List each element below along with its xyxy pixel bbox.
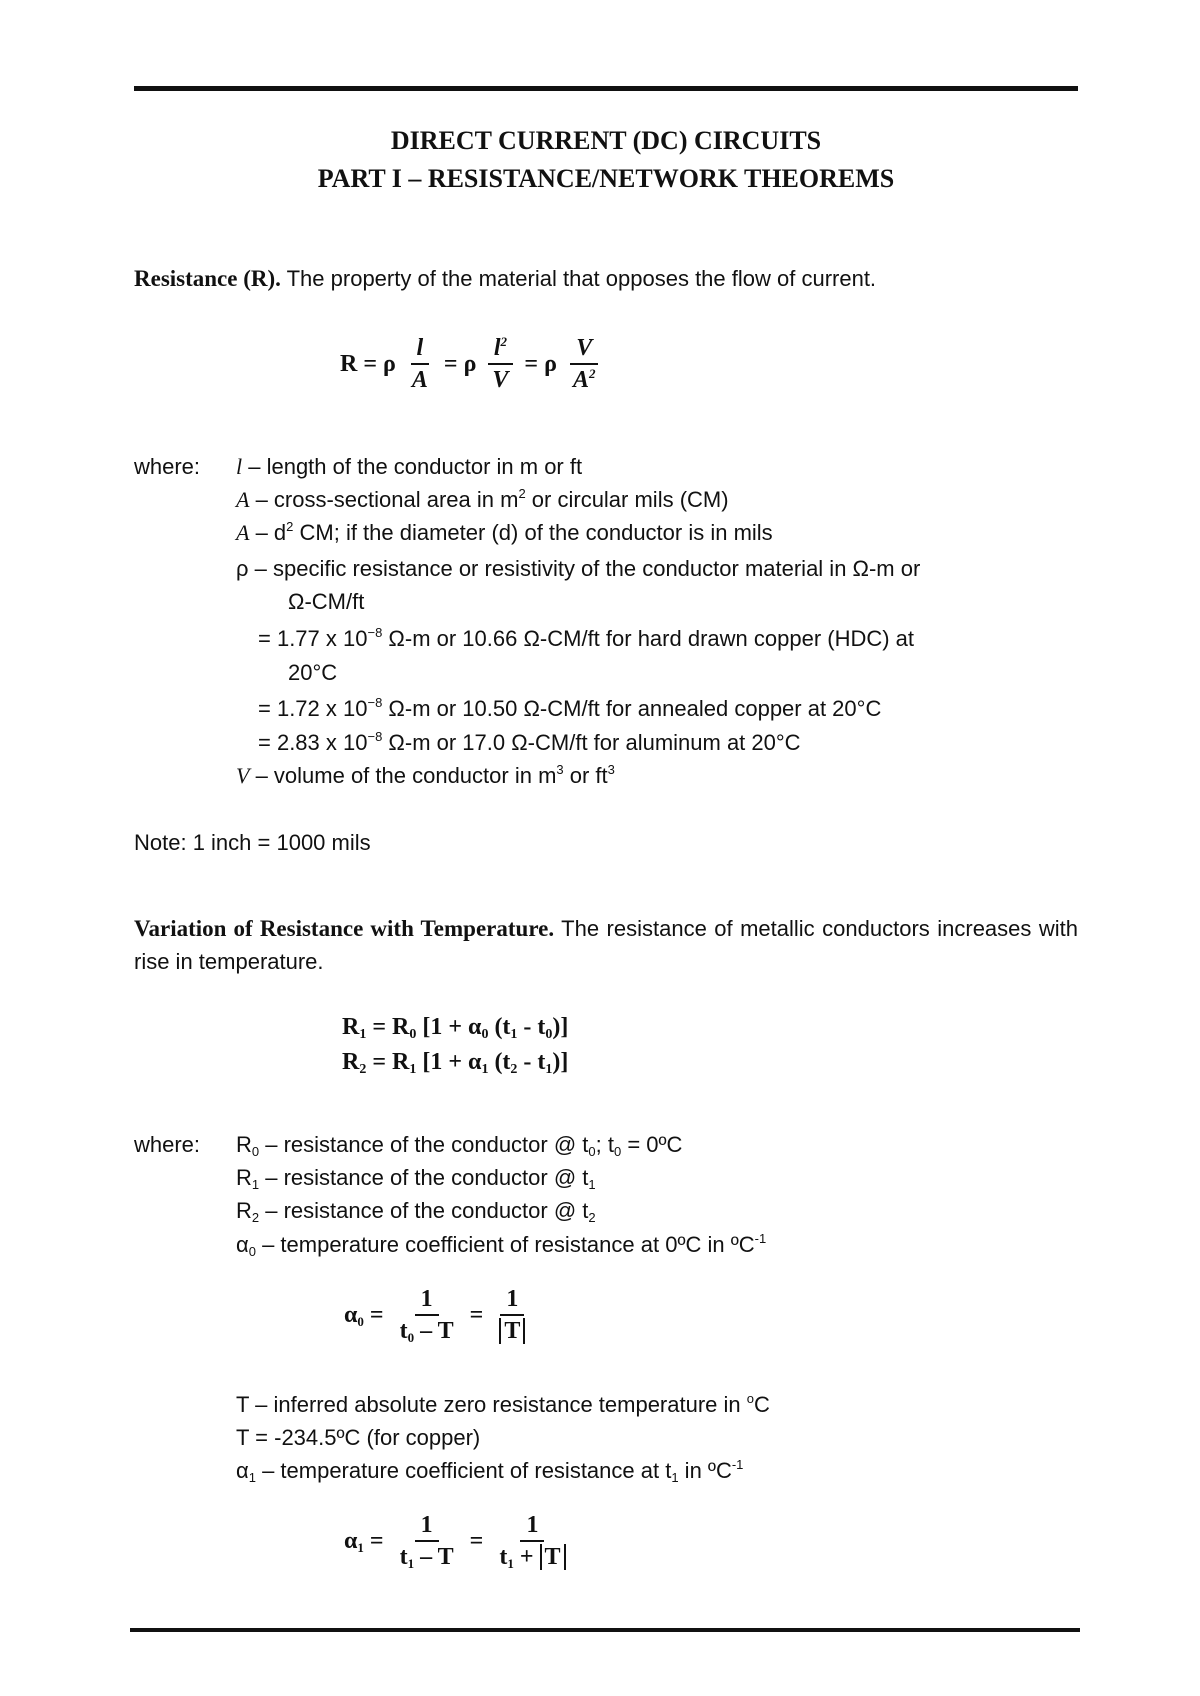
def-alpha0: $\alpha_0$ – temperature coefficient of resistance at 0ºC in ºC$^{-1}$ (236, 1231, 767, 1259)
def-length: l – length of the conductor in m or ft (236, 454, 583, 479)
fraction-alpha0-2 (493, 1284, 531, 1346)
def-hdc-cont: 20°C (288, 660, 338, 685)
equals-sign: = (369, 1301, 384, 1328)
def-area-cm: A – $d^2$ CM; if the diameter (d) of the conductor is in mils (236, 519, 773, 545)
frac-num: 1 (520, 1510, 544, 1542)
resistance-heading: Resistance (R). (134, 266, 281, 291)
equals-sign: = (469, 1301, 484, 1328)
frac-num: l (411, 333, 430, 365)
where-label-2: where: (134, 1132, 201, 1157)
temperature-heading: Variation of Resistance with Temperature. (134, 916, 555, 941)
temperature-definition (134, 912, 1078, 978)
title-line-2: PART I – RESISTANCE/NETWORK THEOREMS (317, 164, 895, 193)
alpha0-lhs: $\alpha_0$ (344, 1301, 364, 1329)
def-annealed: = 1.72 x $10^{-8}$ Ω-m or 10.50 Ω-CM/ft for annealed copper at 20°C (258, 695, 882, 721)
frac-num: V (570, 333, 598, 365)
bottom-rule (130, 1628, 1080, 1632)
def-r2: $R_2$ – resistance of the conductor @ $t_2$ (236, 1198, 596, 1225)
fraction-alpha0-1 (394, 1284, 460, 1346)
frac-num: 1 (500, 1284, 524, 1316)
def-area: A – cross-sectional area in $m^2$ or circular mils (CM) (236, 486, 729, 512)
equation-r2: $R_2 = R_1$ [$1 + \alpha_1$ $(t_2 - t_1)$] (342, 1049, 569, 1077)
equals-sign: = (469, 1527, 484, 1554)
def-volume: V – volume of the conductor in $m^3$ or $ft^3$ (236, 762, 615, 788)
def-t: T – inferred absolute zero resistance temperature in $^o$C (236, 1391, 770, 1417)
fraction-l2-over-v (486, 333, 514, 395)
fraction-v-over-a2 (567, 333, 602, 395)
frac-num: 1 (415, 1510, 439, 1542)
note-mils: Note: 1 inch = 1000 mils (134, 830, 371, 855)
rho-symbol: ρ (463, 350, 477, 377)
top-rule (134, 86, 1078, 91)
frac-den: $t_0$ – T (399, 1318, 454, 1345)
def-aluminum: = 2.83 x $10^{-8}$ Ω-m or 17.0 Ω-CM/ft for aluminum at 20°C (258, 729, 801, 755)
def-t-copper: T = -234.5ºC (for copper) (236, 1425, 481, 1450)
frac-num: $l^2$ (488, 333, 513, 365)
title-line-1: DIRECT CURRENT (DC) CIRCUITS (390, 126, 822, 155)
rho-symbol: ρ (544, 350, 557, 377)
def-alpha1: $\alpha_1$ – temperature coefficient of resistance at $t_1$ in ºC$^{-1}$ (236, 1457, 744, 1485)
def-resistivity-cont: Ω-CM/ft (288, 589, 365, 614)
equals-sign: = (369, 1527, 384, 1554)
equals-sign: = (524, 350, 539, 377)
resistance-definition (134, 262, 1078, 295)
alpha1-lhs: $\alpha_1$ (344, 1527, 364, 1555)
formula-lhs: R = ρ (340, 350, 396, 377)
equation-r1: $R_1 = R_0$ [$1 + \alpha_0$ $(t_1 - t_0)$] (342, 1014, 569, 1042)
def-r1: $R_1$ – resistance of the conductor @ $t_1$ (236, 1165, 596, 1192)
frac-den: $A^2$ (572, 366, 596, 393)
frac-den: T (493, 1316, 531, 1346)
frac-num: 1 (415, 1284, 439, 1316)
def-hdc: = 1.77 x $10^{-8}$ Ω-m or 10.66 Ω-CM/ft for hard drawn copper (HDC) at (258, 625, 915, 651)
temperature-text: The resistance of metallic conductors increases with rise in temperature. (134, 916, 1078, 974)
equals-sign: = (443, 350, 458, 377)
where-label: where: (134, 454, 201, 479)
def-r0: $R_0$ – resistance of the conductor @ $t_0$; $t_0$ = 0ºC (236, 1132, 683, 1159)
fraction-alpha1-2 (493, 1510, 571, 1572)
fraction-l-over-a (406, 333, 434, 395)
alpha1-formula (344, 1510, 576, 1572)
resistance-text: The property of the material that opposes the flow of current. (280, 266, 877, 291)
frac-den: $t_1 + T$ (493, 1542, 571, 1572)
frac-den: V (492, 367, 509, 393)
alpha0-formula (344, 1284, 535, 1346)
frac-den: A (411, 367, 428, 393)
def-resistivity: ρ – specific resistance or resistivity of the conductor material in Ω-m or (236, 556, 921, 581)
fraction-alpha1-1 (394, 1510, 460, 1572)
frac-den: $t_1$ – T (399, 1544, 454, 1571)
resistance-formula (340, 333, 605, 395)
